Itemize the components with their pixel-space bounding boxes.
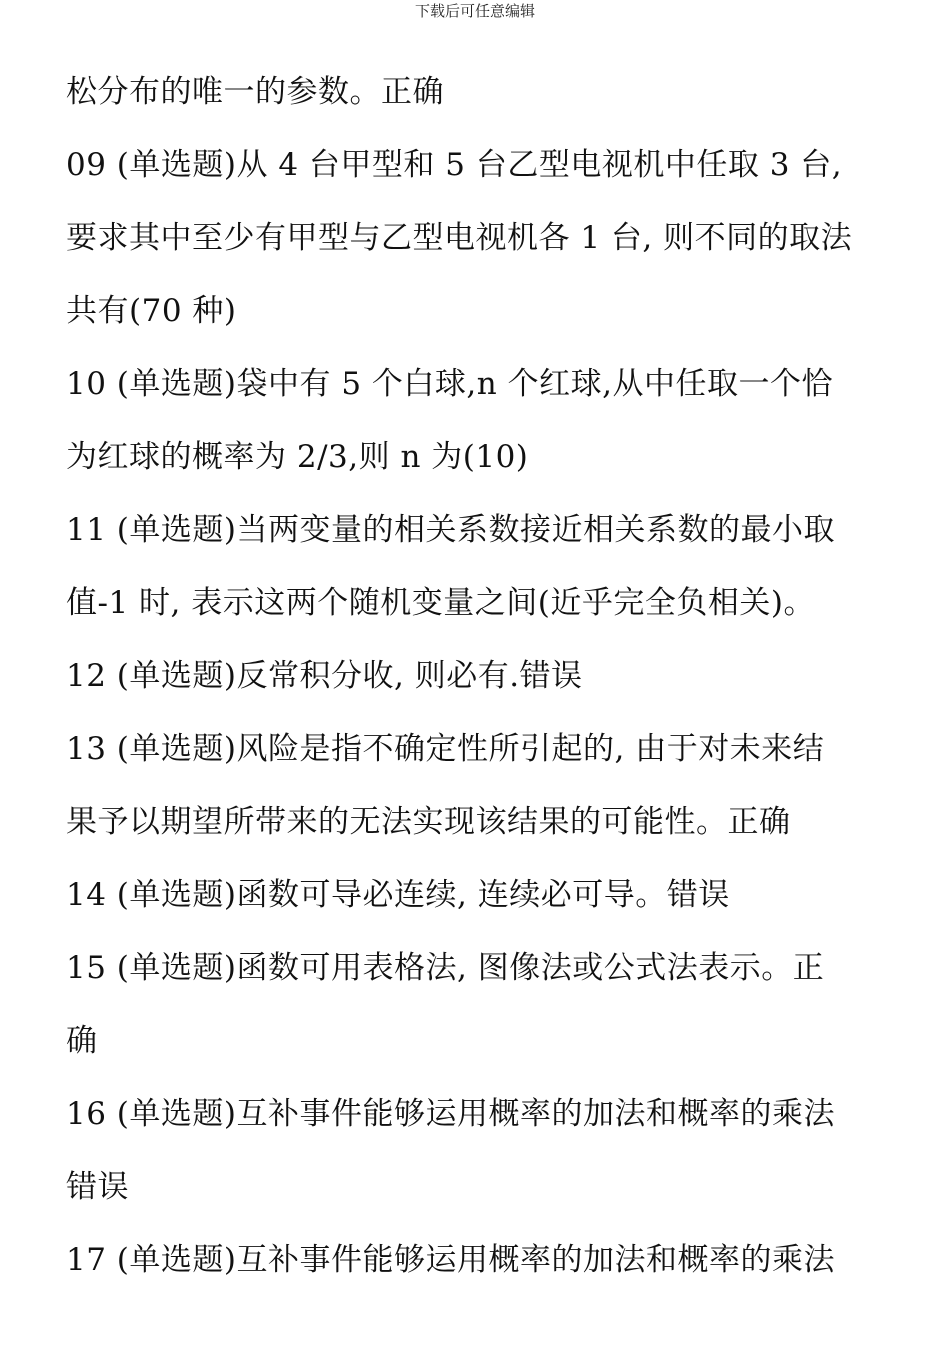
question-11-line-2: 值-1 时, 表示这两个随机变量之间(近乎完全负相关)。 [66, 585, 815, 621]
question-11-line-1: 11 (单选题)当两变量的相关系数接近相关系数的最小取 [66, 512, 835, 548]
document-body [66, 56, 891, 1297]
question-09-line-2: 要求其中至少有甲型与乙型电视机各 1 台, 则不同的取法 [66, 220, 853, 256]
text-line: 松分布的唯一的参数。正确 [66, 74, 444, 110]
question-16-line-2: 错误 [66, 1169, 129, 1205]
question-17-line-1: 17 (单选题)互补事件能够运用概率的加法和概率的乘法 [66, 1242, 835, 1278]
question-10-line-2: 为红球的概率为 2/3,则 n 为(10) [66, 439, 529, 475]
question-15-line-1: 15 (单选题)函数可用表格法, 图像法或公式法表示。正 [66, 950, 825, 986]
question-13-line-2: 果予以期望所带来的无法实现该结果的可能性。正确 [66, 804, 791, 840]
question-09-line-1: 09 (单选题)从 4 台甲型和 5 台乙型电视机中任取 3 台, [66, 147, 843, 183]
question-10-line-1: 10 (单选题)袋中有 5 个白球,n 个红球,从中任取一个恰 [66, 366, 833, 402]
question-16-line-1: 16 (单选题)互补事件能够运用概率的加法和概率的乘法 [66, 1096, 835, 1132]
question-13-line-1: 13 (单选题)风险是指不确定性所引起的, 由于对未来结 [66, 731, 825, 767]
question-15-line-2: 确 [66, 1023, 98, 1059]
question-09-line-3: 共有(70 种) [66, 293, 237, 329]
question-14-line-1: 14 (单选题)函数可导必连续, 连续必可导。错误 [66, 877, 730, 913]
question-12-line-1: 12 (单选题)反常积分收, 则必有.错误 [66, 658, 583, 694]
page-header: 下载后可任意编辑 [414, 2, 535, 20]
